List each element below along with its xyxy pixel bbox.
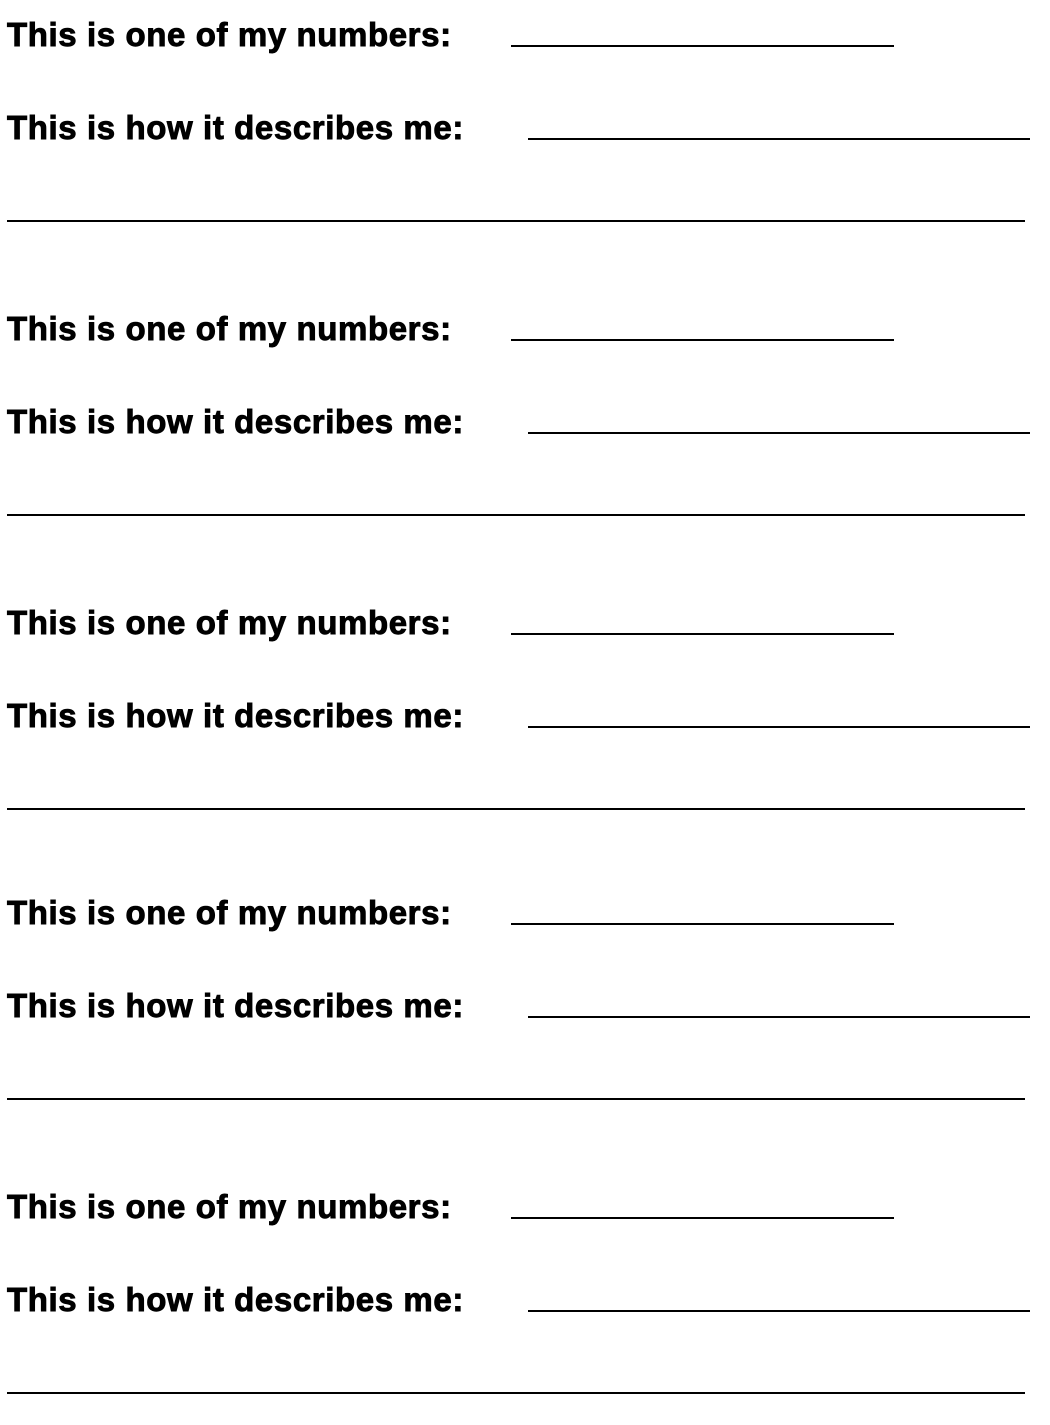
worksheet-entry [0, 894, 1050, 1128]
describe-prompt: This is how it describes me: [7, 987, 464, 1024]
describe-prompt: This is how it describes me: [7, 697, 464, 734]
number-prompt: This is one of my numbers: [7, 16, 452, 53]
worksheet-entry [0, 16, 1050, 250]
description-continuation-line[interactable] [7, 220, 1025, 222]
describe-prompt: This is how it describes me: [7, 109, 464, 146]
number-prompt: This is one of my numbers: [7, 604, 452, 641]
description-continuation-line[interactable] [7, 1098, 1025, 1100]
number-blank-line[interactable] [511, 45, 894, 47]
describe-blank-line[interactable] [528, 1016, 1030, 1018]
describe-blank-line[interactable] [528, 1310, 1030, 1312]
describe-blank-line[interactable] [528, 432, 1030, 434]
number-prompt: This is one of my numbers: [7, 1188, 452, 1225]
number-blank-line[interactable] [511, 923, 894, 925]
describe-blank-line[interactable] [528, 138, 1030, 140]
describe-prompt: This is how it describes me: [7, 403, 464, 440]
worksheet-entry [0, 1188, 1050, 1422]
number-prompt: This is one of my numbers: [7, 310, 452, 347]
description-continuation-line[interactable] [7, 514, 1025, 516]
worksheet-entry [0, 604, 1050, 838]
worksheet-entry [0, 310, 1050, 544]
number-blank-line[interactable] [511, 1217, 894, 1219]
describe-prompt: This is how it describes me: [7, 1281, 464, 1318]
description-continuation-line[interactable] [7, 808, 1025, 810]
description-continuation-line[interactable] [7, 1392, 1025, 1394]
number-blank-line[interactable] [511, 633, 894, 635]
describe-blank-line[interactable] [528, 726, 1030, 728]
number-blank-line[interactable] [511, 339, 894, 341]
number-prompt: This is one of my numbers: [7, 894, 452, 931]
